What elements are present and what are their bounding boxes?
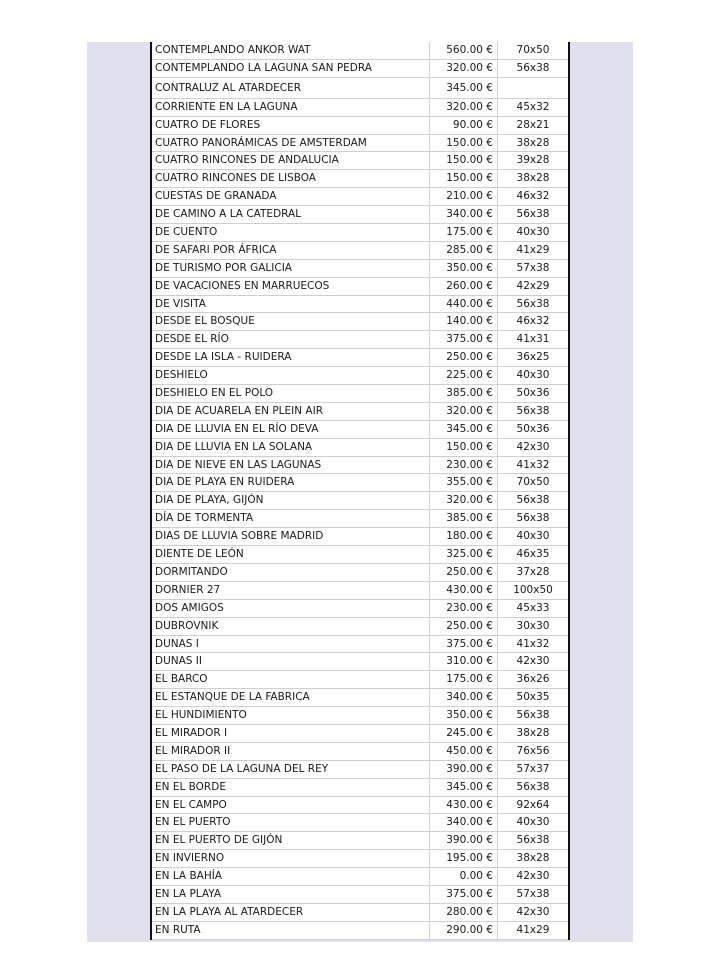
size-cell: 45x32	[516, 100, 550, 113]
artwork-title-cell: DIA DE LLUVIA EN EL RÍO DEVA	[152, 421, 430, 438]
price-cell: 430.00 €	[430, 582, 498, 599]
price-cell: 450.00 €	[430, 743, 498, 760]
table-row	[152, 188, 568, 206]
size-cell: 56x38	[516, 297, 550, 310]
price-cell: 345.00 €	[430, 421, 498, 438]
table-row	[152, 653, 568, 671]
price-cell: 230.00 €	[430, 457, 498, 474]
artwork-title-cell: DORMITANDO	[152, 564, 430, 581]
price-cell: 250.00 €	[430, 564, 498, 581]
artwork-title-cell: EL MIRADOR I	[152, 725, 430, 742]
table-row	[152, 457, 568, 475]
table-row	[152, 564, 568, 582]
price-cell: 345.00 €	[430, 78, 498, 98]
price-cell: 390.00 €	[430, 832, 498, 849]
artwork-title-cell: DE TURISMO POR GALICIA	[152, 260, 430, 277]
size-cell: 42x30	[516, 905, 550, 918]
table-row	[152, 349, 568, 367]
table-row	[152, 528, 568, 546]
price-cell: 340.00 €	[430, 206, 498, 223]
size-cell: 100x50	[513, 583, 553, 596]
artwork-title-cell: EN EL CAMPO	[152, 797, 430, 814]
table-row	[152, 206, 568, 224]
table-row	[152, 99, 568, 117]
size-cell: 41x31	[516, 333, 550, 346]
size-cell: 57x38	[516, 887, 550, 900]
price-cell: 210.00 €	[430, 188, 498, 205]
artwork-title-cell: CONTRALUZ AL ATARDECER	[152, 78, 430, 98]
table-row	[152, 707, 568, 725]
size-cell: 40x30	[516, 816, 550, 829]
price-cell: 345.00 €	[430, 779, 498, 796]
table-row	[152, 743, 568, 761]
size-cell: 41x32	[516, 458, 550, 471]
price-cell: 325.00 €	[430, 546, 498, 563]
artwork-title-cell: DIENTE DE LEÓN	[152, 546, 430, 563]
artwork-title-cell: DIA DE PLAYA EN RUIDERA	[152, 474, 430, 491]
artwork-title-cell: EL MIRADOR II	[152, 743, 430, 760]
price-cell: 250.00 €	[430, 349, 498, 366]
price-cell: 290.00 €	[430, 922, 498, 939]
table-row	[152, 278, 568, 296]
table-row	[152, 868, 568, 886]
price-cell: 340.00 €	[430, 814, 498, 831]
size-cell: 40x30	[516, 226, 550, 239]
table-row	[152, 546, 568, 564]
price-cell: 375.00 €	[430, 886, 498, 903]
size-cell: 38x28	[516, 726, 550, 739]
artwork-title-cell: EL HUNDIMIENTO	[152, 707, 430, 724]
price-cell: 0.00 €	[430, 868, 498, 885]
artwork-title-cell: DUNAS I	[152, 636, 430, 653]
table-row	[152, 779, 568, 797]
price-cell: 320.00 €	[430, 403, 498, 420]
size-cell: 41x32	[516, 637, 550, 650]
size-cell: 56x38	[516, 780, 550, 793]
artwork-title-cell: DE SAFARI POR ÁFRICA	[152, 242, 430, 259]
table-row	[152, 60, 568, 78]
size-cell: 57x37	[516, 762, 550, 775]
size-cell: 56x38	[516, 404, 550, 417]
artwork-title-cell: DESHIELO	[152, 367, 430, 384]
artwork-title-cell: DIA DE ACUARELA EN PLEIN AIR	[152, 403, 430, 420]
price-cell: 385.00 €	[430, 510, 498, 527]
size-cell: 46x32	[516, 315, 550, 328]
price-cell: 375.00 €	[430, 636, 498, 653]
price-cell: 560.00 €	[430, 42, 498, 59]
table-row	[152, 600, 568, 618]
artwork-title-cell: CORRIENTE EN LA LAGUNA	[152, 99, 430, 116]
table-row	[152, 170, 568, 188]
artwork-price-table	[150, 42, 570, 940]
table-row	[152, 385, 568, 403]
artwork-title-cell: CUATRO PANORÁMICAS DE AMSTERDAM	[152, 135, 430, 152]
price-cell: 320.00 €	[430, 60, 498, 77]
price-cell: 230.00 €	[430, 600, 498, 617]
size-cell: 42x30	[516, 440, 550, 453]
artwork-title-cell: DE VACACIONES EN MARRUECOS	[152, 278, 430, 295]
size-cell: 46x32	[516, 190, 550, 203]
artwork-title-cell: DESDE EL BOSQUE	[152, 313, 430, 330]
size-cell: 38x28	[516, 136, 550, 149]
artwork-title-cell: DORNIER 27	[152, 582, 430, 599]
size-cell: 28x21	[516, 118, 550, 131]
artwork-title-cell: DIAS DE LLUVIA SOBRE MADRID	[152, 528, 430, 545]
artwork-title-cell: CUATRO RINCONES DE LISBOA	[152, 170, 430, 187]
size-cell: 37x28	[516, 565, 550, 578]
price-cell: 350.00 €	[430, 707, 498, 724]
artwork-title-cell: EN INVIERNO	[152, 850, 430, 867]
size-cell: 70x50	[516, 44, 550, 56]
size-cell: 56x38	[516, 61, 550, 74]
artwork-title-cell: EN LA PLAYA AL ATARDECER	[152, 904, 430, 921]
table-row	[152, 224, 568, 242]
table-row	[152, 135, 568, 153]
size-cell: 92x64	[516, 798, 550, 811]
artwork-title-cell: CONTEMPLANDO ANKOR WAT	[152, 42, 430, 59]
artwork-title-cell: CUATRO DE FLORES	[152, 117, 430, 134]
price-cell: 390.00 €	[430, 761, 498, 778]
table-row	[152, 403, 568, 421]
price-cell: 340.00 €	[430, 689, 498, 706]
price-cell: 355.00 €	[430, 474, 498, 491]
size-cell: 50x35	[516, 691, 550, 704]
size-cell: 56x38	[516, 834, 550, 847]
artwork-title-cell: DE VISITA	[152, 296, 430, 313]
table-row	[152, 474, 568, 492]
artwork-title-cell: EN EL PUERTO DE GIJÓN	[152, 832, 430, 849]
table-row	[152, 636, 568, 654]
size-cell: 41x29	[516, 243, 550, 256]
size-cell: 38x28	[516, 172, 550, 185]
table-row	[152, 439, 568, 457]
size-cell	[498, 78, 568, 98]
size-cell: 40x30	[516, 369, 550, 382]
size-cell: 41x29	[516, 923, 550, 936]
table-row	[152, 814, 568, 832]
table-row	[152, 922, 568, 940]
price-cell: 260.00 €	[430, 278, 498, 295]
table-row	[152, 242, 568, 260]
table-row	[152, 78, 568, 99]
table-row	[152, 886, 568, 904]
artwork-title-cell: EN EL BORDE	[152, 779, 430, 796]
artwork-title-cell: EN LA PLAYA	[152, 886, 430, 903]
size-cell: 42x30	[516, 655, 550, 668]
table-row	[152, 671, 568, 689]
price-cell: 285.00 €	[430, 242, 498, 259]
size-cell: 56x38	[516, 494, 550, 507]
table-row	[152, 618, 568, 636]
artwork-title-cell: CONTEMPLANDO LA LAGUNA SAN PEDRA	[152, 60, 430, 77]
price-cell: 140.00 €	[430, 313, 498, 330]
size-cell: 56x38	[516, 208, 550, 221]
artwork-title-cell: CUATRO RINCONES DE ANDALUCIA	[152, 152, 430, 169]
price-cell: 320.00 €	[430, 99, 498, 116]
table-row	[152, 492, 568, 510]
artwork-title-cell: EN EL PUERTO	[152, 814, 430, 831]
price-cell: 150.00 €	[430, 170, 498, 187]
table-row	[152, 367, 568, 385]
table-row	[152, 689, 568, 707]
artwork-title-cell: DOS AMIGOS	[152, 600, 430, 617]
table-row	[152, 296, 568, 314]
table-row	[152, 117, 568, 135]
price-cell: 350.00 €	[430, 260, 498, 277]
artwork-title-cell: DE CUENTO	[152, 224, 430, 241]
size-cell: 42x30	[516, 870, 550, 883]
table-row	[152, 42, 568, 60]
size-cell: 40x30	[516, 530, 550, 543]
price-cell: 430.00 €	[430, 797, 498, 814]
size-cell: 45x33	[516, 601, 550, 614]
table-row	[152, 152, 568, 170]
price-cell: 320.00 €	[430, 492, 498, 509]
price-cell: 150.00 €	[430, 135, 498, 152]
artwork-title-cell: DIA DE NIEVE EN LAS LAGUNAS	[152, 457, 430, 474]
artwork-title-cell: DÍA DE TORMENTA	[152, 510, 430, 527]
size-cell: 46x35	[516, 548, 550, 561]
size-cell: 57x38	[516, 261, 550, 274]
table-row	[152, 582, 568, 600]
size-cell: 50x36	[516, 422, 550, 435]
artwork-title-cell: DUNAS II	[152, 653, 430, 670]
table-row	[152, 421, 568, 439]
artwork-title-cell: DUBROVNIK	[152, 618, 430, 635]
artwork-title-cell: EL ESTANQUE DE LA FABRICA	[152, 689, 430, 706]
size-cell: 70x50	[516, 476, 550, 489]
size-cell: 36x25	[516, 351, 550, 364]
price-cell: 250.00 €	[430, 618, 498, 635]
table-row	[152, 850, 568, 868]
price-cell: 150.00 €	[430, 152, 498, 169]
price-cell: 150.00 €	[430, 439, 498, 456]
artwork-title-cell: DESDE LA ISLA - RUIDERA	[152, 349, 430, 366]
size-cell: 56x38	[516, 709, 550, 722]
artwork-title-cell: DESDE EL RÍO	[152, 331, 430, 348]
artwork-title-cell: DESHIELO EN EL POLO	[152, 385, 430, 402]
price-cell: 245.00 €	[430, 725, 498, 742]
size-cell: 39x28	[516, 154, 550, 167]
artwork-title-cell: EL PASO DE LA LAGUNA DEL REY	[152, 761, 430, 778]
size-cell: 50x36	[516, 387, 550, 400]
size-cell: 30x30	[516, 619, 550, 632]
price-cell: 225.00 €	[430, 367, 498, 384]
price-cell: 180.00 €	[430, 528, 498, 545]
artwork-title-cell: DE CAMINO A LA CATEDRAL	[152, 206, 430, 223]
table-row	[152, 832, 568, 850]
price-cell: 195.00 €	[430, 850, 498, 867]
table-row	[152, 331, 568, 349]
size-cell: 36x26	[516, 673, 550, 686]
size-cell: 38x28	[516, 852, 550, 865]
price-cell: 90.00 €	[430, 117, 498, 134]
size-cell: 42x29	[516, 279, 550, 292]
artwork-title-cell: EN LA BAHÍA	[152, 868, 430, 885]
table-row	[152, 313, 568, 331]
price-cell: 280.00 €	[430, 904, 498, 921]
table-row	[152, 260, 568, 278]
artwork-title-cell: EN RUTA	[152, 922, 430, 939]
artwork-title-cell: EL BARCO	[152, 671, 430, 688]
price-cell: 375.00 €	[430, 331, 498, 348]
artwork-title-cell: DIA DE LLUVIA EN LA SOLANA	[152, 439, 430, 456]
price-cell: 385.00 €	[430, 385, 498, 402]
artwork-title-cell: DIA DE PLAYA, GIJÓN	[152, 492, 430, 509]
table-row	[152, 797, 568, 815]
price-cell: 175.00 €	[430, 224, 498, 241]
table-row	[152, 510, 568, 528]
size-cell: 56x38	[516, 512, 550, 525]
table-row	[152, 904, 568, 922]
size-cell: 76x56	[516, 744, 550, 757]
table-row	[152, 725, 568, 743]
price-cell: 175.00 €	[430, 671, 498, 688]
artwork-title-cell: CUESTAS DE GRANADA	[152, 188, 430, 205]
price-cell: 440.00 €	[430, 296, 498, 313]
price-cell: 310.00 €	[430, 653, 498, 670]
table-row	[152, 761, 568, 779]
